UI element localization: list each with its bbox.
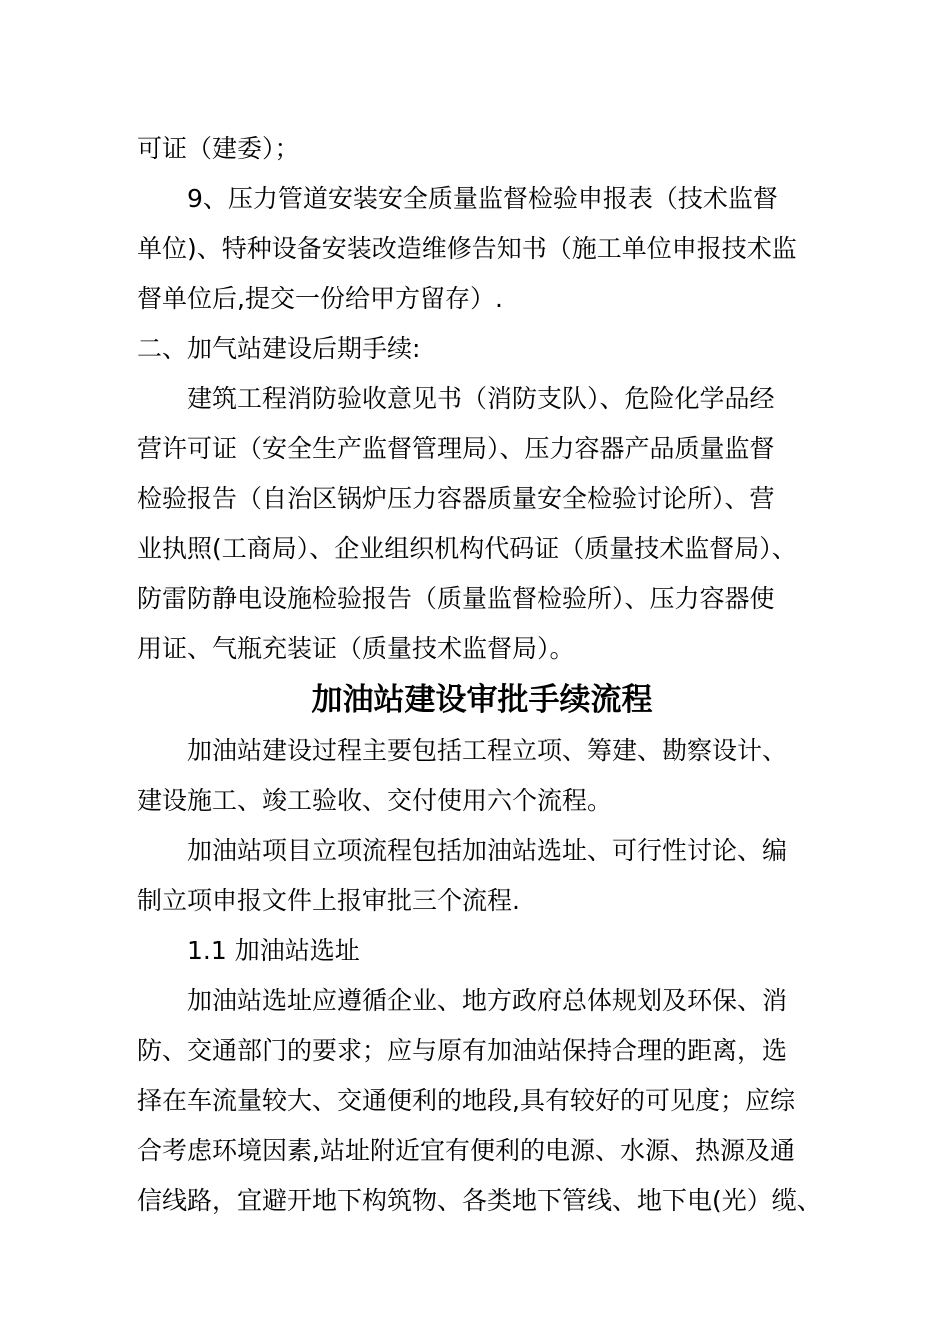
text-line: 9、压力管道安装安全质量监督检验申报表（技术监督 — [187, 184, 778, 213]
section-title: 加油站建设审批手续流程 — [311, 682, 653, 718]
text-line: 加油站项目立项流程包括加油站选址、可行性讨论、编 — [187, 836, 788, 865]
text-line: 择在车流量较大、交通便利的地段,具有较好的可见度；应综 — [137, 1086, 795, 1115]
text-line: 加油站选址应遵循企业、地方政府总体规划及环保、消 — [187, 986, 788, 1015]
body-text-bottom — [137, 726, 837, 1226]
text-line: 督单位后,提交一份给甲方留存）. — [137, 284, 503, 313]
text-line: 建筑工程消防验收意见书（消防支队）、危险化学品经 — [187, 384, 775, 413]
text-line: 合考虑环境因素,站址附近宜有便利的电源、水源、热源及通 — [137, 1136, 795, 1165]
text-line: 单位)、特种设备安装改造维修告知书（施工单位申报技术监 — [137, 234, 797, 263]
text-line: 营许可证（安全生产监督管理局）、压力容器产品质量监督 — [137, 434, 775, 463]
document-page — [137, 124, 837, 1226]
body-text-top — [137, 124, 837, 674]
text-line: 制立项申报文件上报审批三个流程. — [137, 886, 520, 915]
text-line: 建设施工、竣工验收、交付使用六个流程。 — [137, 786, 613, 815]
text-line: 防、交通部门的要求；应与原有加油站保持合理的距离，选 — [137, 1036, 788, 1065]
text-line: 可证（建委）； — [137, 134, 300, 163]
text-line: 信线路，宜避开地下构筑物、各类地下管线、地下电(光）缆、 — [137, 1186, 822, 1215]
text-line: 检验报告（自治区锅炉压力容器质量安全检验讨论所）、营 — [137, 484, 775, 513]
text-line: 二、加气站建设后期手续: — [137, 334, 421, 363]
text-line: 加油站建设过程主要包括工程立项、筹建、勘察设计、 — [187, 736, 788, 765]
text-line: 用证、气瓶充装证（质量技术监督局）。 — [137, 634, 575, 663]
text-line: 防雷防静电设施检验报告（质量监督检验所）、压力容器使 — [137, 584, 775, 613]
text-line: 1.1 加油站选址 — [187, 936, 360, 965]
text-line: 业执照(工商局）、企业组织机构代码证（质量技术监督局）、 — [137, 534, 797, 563]
